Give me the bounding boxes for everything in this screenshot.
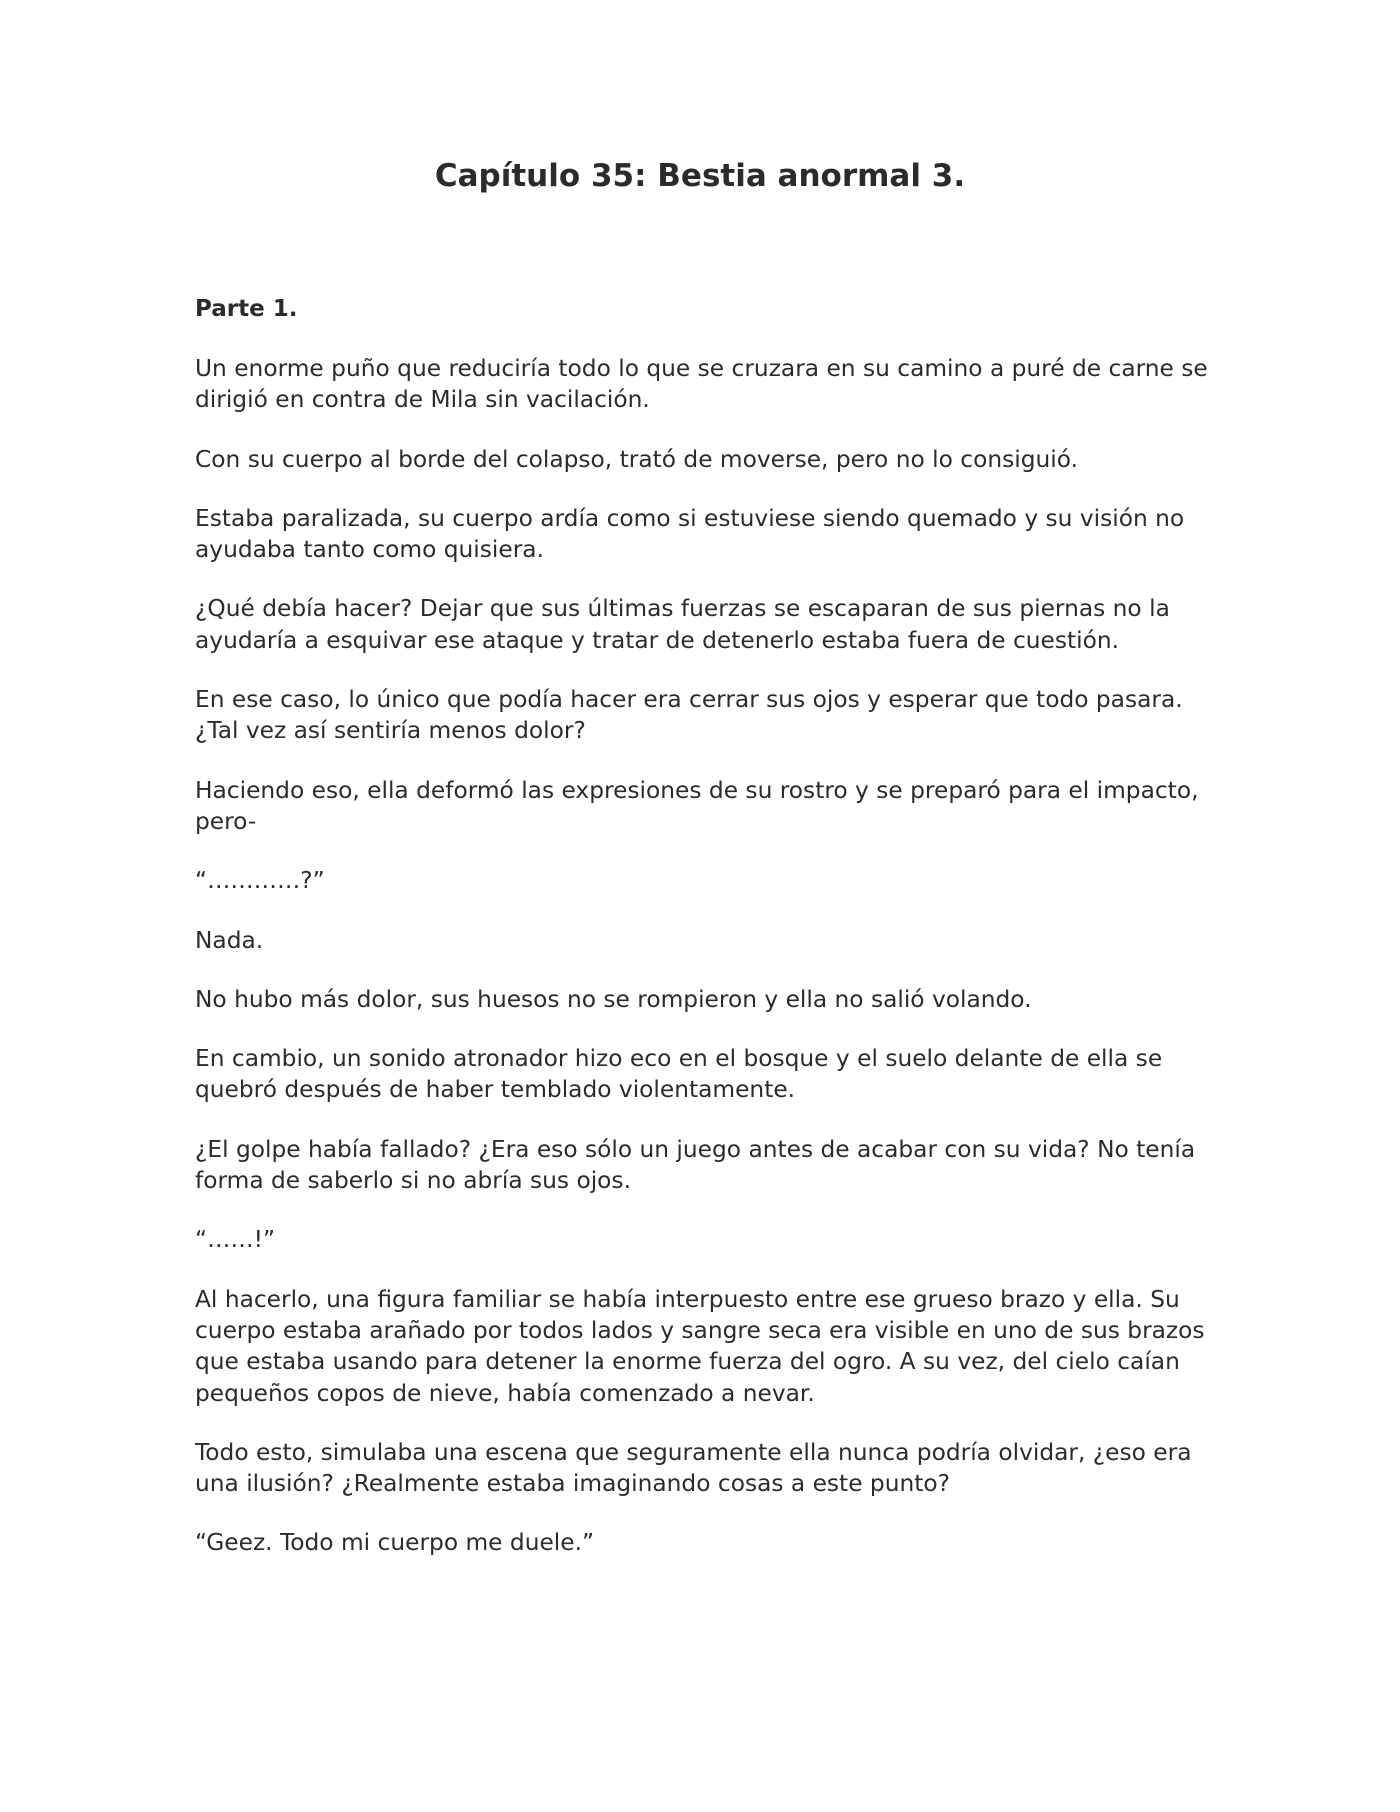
dialogue-line: “…………?” — [195, 867, 325, 895]
paragraph: ¿Qué debía hacer? Dejar que sus últimas fuerzas se escaparan de sus piernas no la ayudaría a esquivar ese ataque y tratar de detenerlo estaba fuera de cuestión. — [195, 595, 1170, 654]
paragraph: En cambio, un sonido atronador hizo eco en el bosque y el suelo delante de ella se quebró después de haber temblado violentamente. — [195, 1045, 1163, 1104]
dialogue-line: “……!” — [195, 1226, 276, 1254]
paragraph: Nada. — [195, 926, 264, 954]
paragraph: Haciendo eso, ella deformó las expresiones de su rostro y se preparó para el impacto, pero- — [195, 776, 1199, 835]
paragraph: En ese caso, lo único que podía hacer era cerrar sus ojos y esperar que todo pasara. ¿Tal vez así sentiría menos dolor? — [195, 686, 1183, 745]
part-heading: Parte 1. — [195, 296, 298, 322]
paragraph: Con su cuerpo al borde del colapso, trató de moverse, pero no lo consiguió. — [195, 445, 1078, 473]
chapter-title: Capítulo 35: Bestia anormal 3. — [434, 158, 966, 194]
paragraph: Un enorme puño que reduciría todo lo que se cruzara en su camino a puré de carne se dirigió en contra de Mila sin vacilación. — [195, 355, 1208, 414]
paragraph: Estaba paralizada, su cuerpo ardía como si estuviese siendo quemado y su visión no ayudaba tanto como quisiera. — [195, 504, 1185, 564]
paragraph: Al hacerlo, una figura familiar se había interpuesto entre ese grueso brazo y ella. Su cuerpo estaba arañado por todos lados y sangre seca era visible en uno de sus brazos que estaba usando para detener la enorme fuerza del ogro. A su vez, del cielo caían pequeños copos de nieve, había comenzado a nevar. — [195, 1285, 1205, 1407]
dialogue-line: “Geez. Todo mi cuerpo me duele.” — [195, 1529, 595, 1557]
paragraph: No hubo más dolor, sus huesos no se rompieron y ella no salió volando. — [195, 985, 1032, 1013]
paragraph: Todo esto, simulaba una escena que seguramente ella nunca podría olvidar, ¿eso era una ilusión? ¿Realmente estaba imaginando cosas a este punto? — [195, 1438, 1192, 1498]
paragraph: ¿El golpe había fallado? ¿Era eso sólo un juego antes de acabar con su vida? No tenía forma de saberlo si no abría sus ojos. — [195, 1135, 1196, 1195]
chapter-body — [195, 294, 1225, 1587]
